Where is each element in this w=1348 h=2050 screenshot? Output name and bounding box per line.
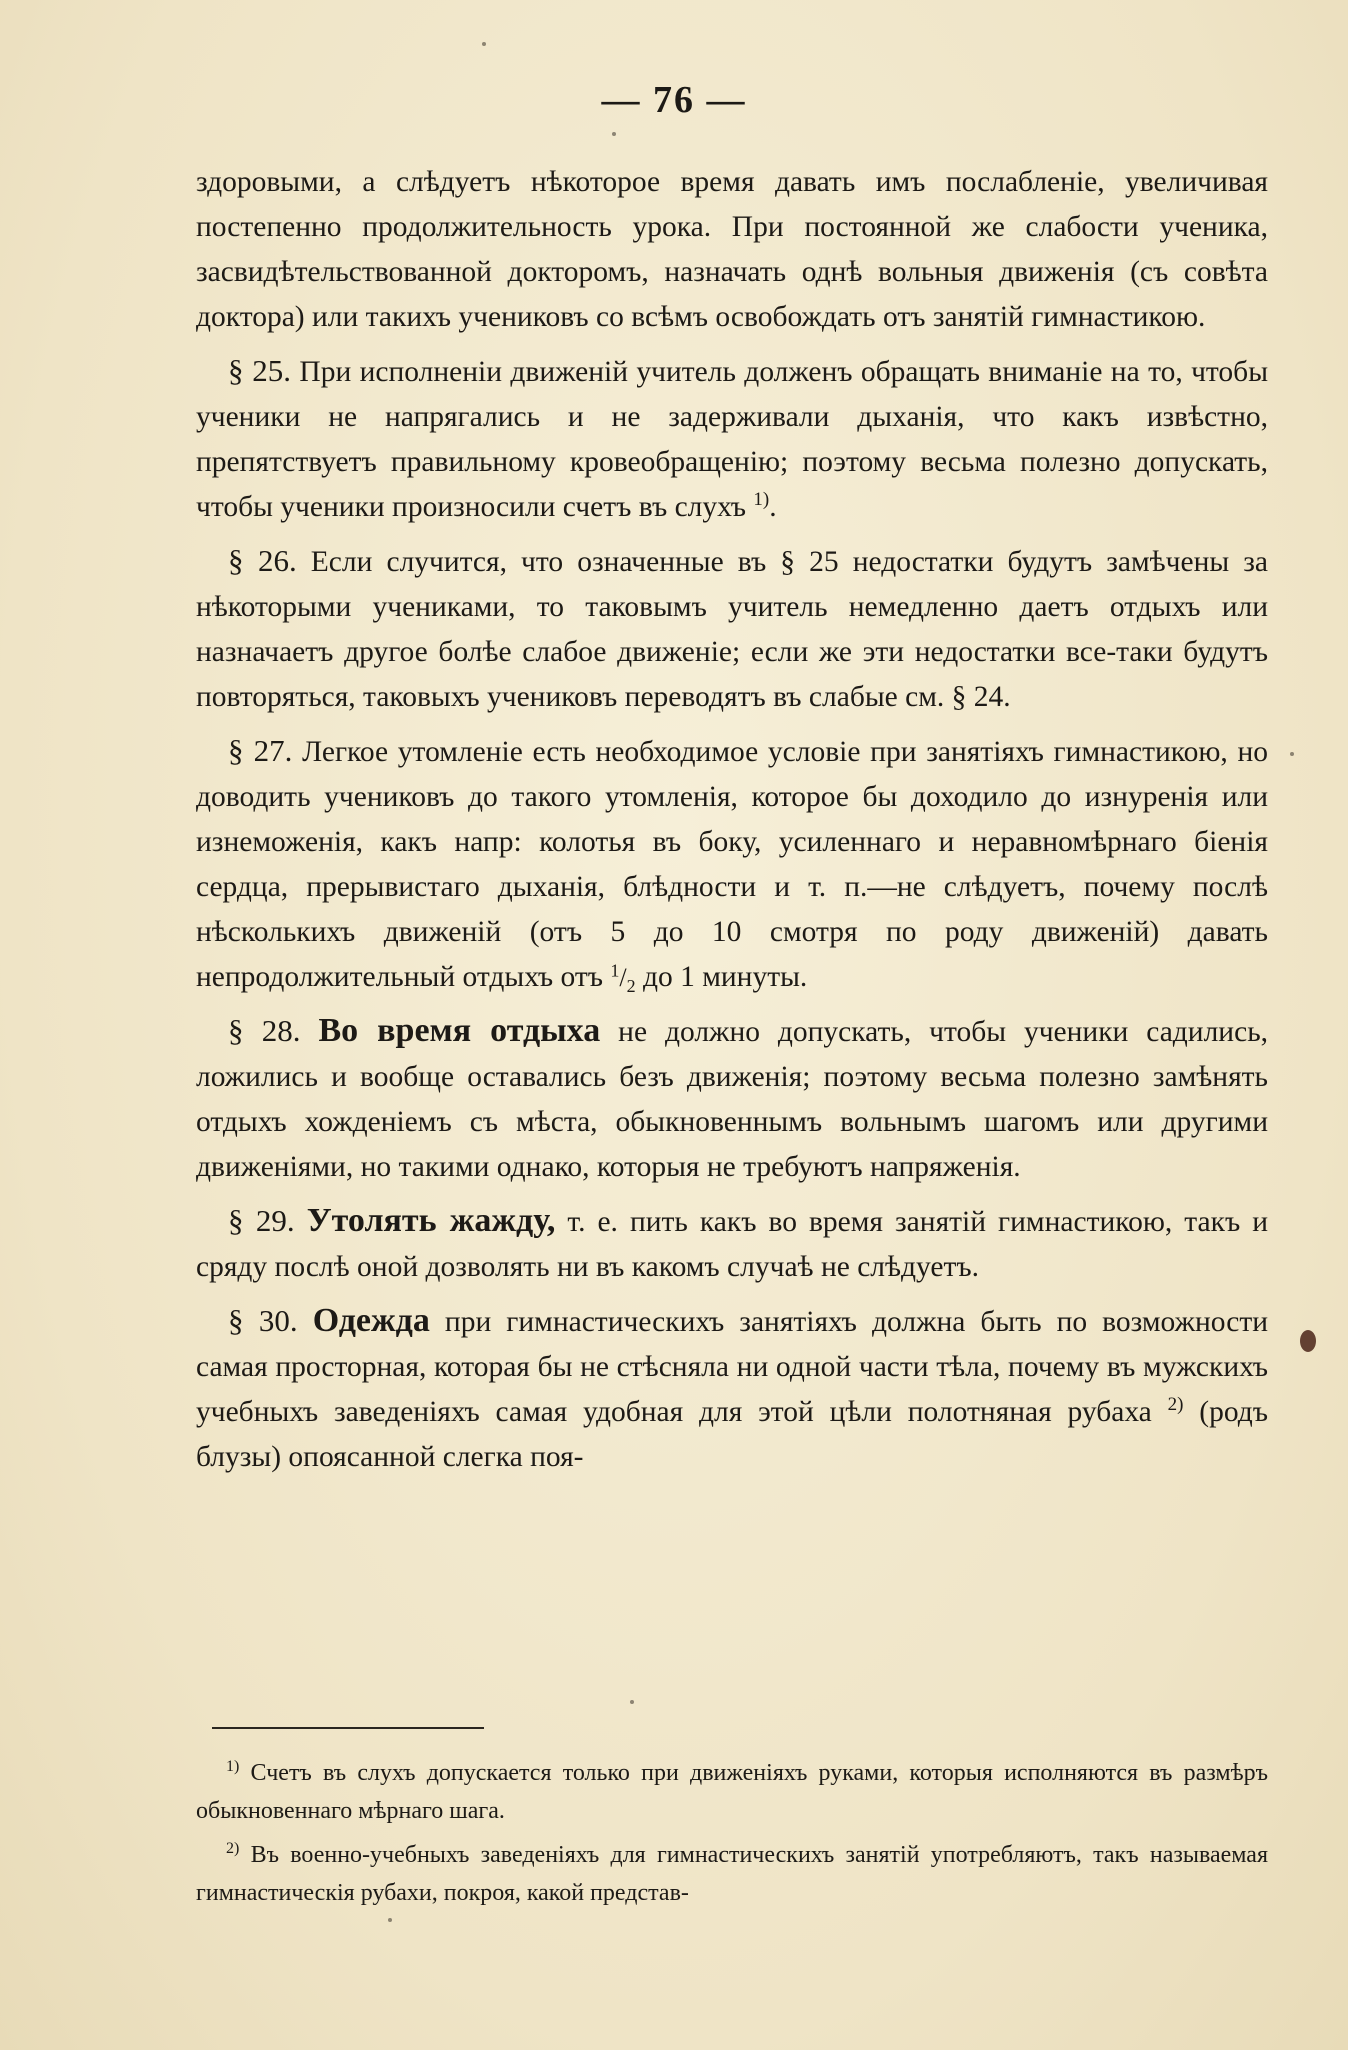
paragraph-text: т. е. пить какъ во время занятій гимнастикою, такъ и сряду послѣ оной дозволять ни въ какомъ случаѣ не слѣдуетъ.: [196, 1206, 1269, 1283]
fraction-denominator: 2: [626, 976, 636, 997]
body-text: [196, 160, 1268, 1488]
page-number: — 76 —: [601, 79, 747, 121]
footnote-reference: 2): [1167, 1394, 1184, 1416]
paragraph-text-end: (родъ блузы) опоясанной слегка поя-: [196, 1396, 1269, 1473]
emphasis-heading: Утолять жажду,: [306, 1202, 556, 1239]
paragraph-text: при гимнастическихъ занятіяхъ должна быть по возможности самая просторная, которая бы не стѣсняла ни одной части тѣла, почему въ мужскихъ учебныхъ заведеніяхъ самая удобная для этой цѣли полотняная рубаха: [196, 1306, 1268, 1428]
footnote: [196, 1836, 1268, 1912]
section-number: § 26.: [228, 543, 297, 578]
paragraph-section-26: [196, 538, 1268, 720]
paper-speck: [482, 42, 486, 46]
footnote-mark: 1): [226, 1758, 240, 1775]
emphasis-heading: Во время отдыха: [318, 1012, 601, 1049]
paragraph-text-end: до 1 минуты.: [642, 961, 808, 993]
section-number: § 30.: [228, 1303, 298, 1338]
footnote: [196, 1754, 1268, 1830]
footnote-reference: 1): [753, 489, 770, 511]
footnote-text: Въ военно-учебныхъ заведеніяхъ для гимнастическихъ занятій употребляютъ, такъ называемая гимнастическія рубахи, покроя, какой представ-: [196, 1842, 1269, 1906]
footnotes: [196, 1754, 1268, 1918]
paragraph-text: здоровыми, а слѣдуетъ нѣкоторое время давать имъ послабленіе, увеличивая постепенно продолжительность урока. При постоянной же слабости ученика, засвидѣтельствованной докторомъ, назначать однѣ вольныя движенія (съ совѣта доктора) или такихъ учениковъ со всѣмъ освобождать отъ занятій гимнастикою.: [196, 166, 1268, 333]
paper-speck: [388, 1918, 392, 1922]
paper-speck: [630, 1700, 634, 1704]
paragraph-text: Легкое утомленіе есть необходимое условіе при занятіяхъ гимнастикою, но доводить учениковъ до такого утомленія, которое бы доходило до изнуренія или изнеможенія, какъ напр: колотья въ боку, усиленнаго и неравномѣрнаго біенія сердца, прерывистаго дыханія, блѣдности и т. п.—не слѣдуетъ, почему послѣ нѣсколькихъ движеній (отъ 5 до 10 смотря по роду движеній) давать непродолжительный отдыхъ отъ: [196, 736, 1269, 993]
paragraph-continuation: [196, 160, 1268, 340]
fraction-numerator: 1: [610, 960, 620, 981]
section-number: § 28.: [228, 1013, 301, 1048]
footnote-text: Счетъ въ слухъ допускается только при движеніяхъ руками, которыя исполняются въ размѣръ обыкновеннаго мѣрнаго шага.: [196, 1760, 1269, 1824]
paper-speck: [612, 132, 616, 136]
section-number: § 27.: [228, 733, 293, 768]
paragraph-section-29: [196, 1198, 1268, 1290]
fraction: $^1/_2$: [610, 960, 636, 997]
footnote-divider: [212, 1727, 484, 1729]
paragraph-text-end: .: [769, 491, 777, 523]
paragraph-section-25: [196, 348, 1268, 530]
paper-speck: [1290, 752, 1294, 756]
paragraph-text: не должно допускать, чтобы ученики садились, ложились и вообще оставались безъ движенія; поэтому весьма полезно замѣнять отдыхъ хожденіемъ съ мѣста, обыкновеннымъ вольнымъ шагомъ или другими движеніями, но такими однако, которыя не требуютъ напряженія.: [196, 1016, 1269, 1183]
paragraph-text: Если случится, что означенные въ § 25 недостатки будутъ замѣчены за нѣкоторыми учениками, то таковымъ учитель немедленно даетъ отдыхъ или назначаетъ другое болѣе слабое движеніе; если же эти недостатки все-таки будутъ повторяться, таковыхъ учениковъ переводятъ въ слабые см. § 24.: [196, 546, 1269, 713]
emphasis-heading: Одежда: [312, 1302, 430, 1339]
footnote-mark: 2): [226, 1840, 240, 1857]
paragraph-section-27: [196, 728, 1268, 1000]
section-number: § 25.: [228, 353, 292, 388]
paragraph-section-28: [196, 1008, 1268, 1190]
section-number: § 29.: [228, 1203, 295, 1238]
paragraph-section-30: [196, 1298, 1268, 1480]
ink-blot: [1300, 1330, 1316, 1352]
paragraph-text: При исполненіи движеній учитель долженъ обращать вниманіе на то, чтобы ученики не напрягались и не задерживали дыханія, что какъ извѣстно, препятствуетъ правильному кровеобращенію; поэтому весьма полезно допускать, чтобы ученики произносили счетъ въ слухъ: [196, 356, 1269, 523]
